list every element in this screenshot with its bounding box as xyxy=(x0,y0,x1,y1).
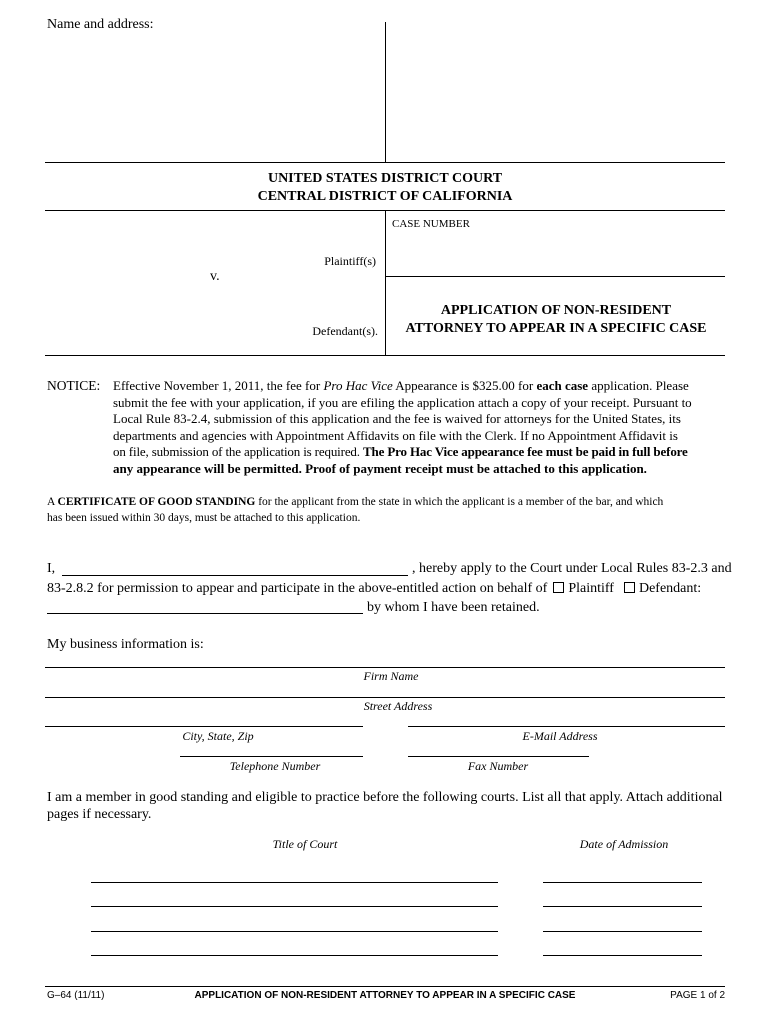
client-name-field[interactable] xyxy=(47,613,363,614)
notice-label: NOTICE: xyxy=(47,378,101,393)
court-title-field[interactable] xyxy=(91,931,498,932)
fax-caption: Fax Number xyxy=(467,759,529,773)
plaintiff-option-label: Plaintiff xyxy=(568,581,614,596)
firm-name-caption: Firm Name xyxy=(363,669,419,683)
footer-rule xyxy=(45,986,725,987)
admission-date-field[interactable] xyxy=(543,882,702,883)
city-state-zip-field[interactable] xyxy=(45,726,363,727)
page-number: PAGE 1 of 2 xyxy=(670,990,725,1001)
apply-line1-text: , hereby apply to the Court under Local Rules 83-2.3 and xyxy=(412,561,732,576)
street-address-caption: Street Address xyxy=(363,699,433,713)
court-title-field[interactable] xyxy=(91,955,498,956)
header-rule-top xyxy=(45,162,725,163)
plaintiff-checkbox[interactable] xyxy=(553,582,564,593)
case-number-rule xyxy=(385,276,725,277)
admission-date-field[interactable] xyxy=(543,955,702,956)
applicant-name-field[interactable] xyxy=(62,575,408,576)
defendant-option-label: Defendant: xyxy=(638,581,702,596)
retained-text: by whom I have been retained. xyxy=(367,600,540,615)
footer-title: APPLICATION OF NON-RESIDENT ATTORNEY TO APPEAR IN A SPECIFIC CASE xyxy=(194,990,576,1001)
court-title-field[interactable] xyxy=(91,906,498,907)
date-of-admission-header: Date of Admission xyxy=(579,837,669,851)
header-divider-vertical xyxy=(385,22,386,162)
court-name-line1: UNITED STATES DISTRICT COURT xyxy=(267,171,503,186)
case-number-label: CASE NUMBER xyxy=(392,218,470,230)
versus-label: v. xyxy=(210,269,220,284)
courts-intro-text: I am a member in good standing and eligible to practice before the following courts. List all that apply. Attach additional pages if necessary. xyxy=(47,790,723,822)
admission-date-field[interactable] xyxy=(543,906,702,907)
defendant-checkbox[interactable] xyxy=(624,582,635,593)
case-number-field[interactable] xyxy=(395,232,720,272)
notice-text: Effective November 1, 2011, the fee for Pro Hac Vice Appearance is $325.00 for each case application. Please submit the fee with your application, if you are efiling the application attach a copy of your receipt. Pursuant to Local Rule 83-2.4, submission of this application and the fee is waived for attorneys for the United States, its departments and agencies with Appointment Affidavits on file with the Clerk. If no Appointment Affidavit is on file, submission of the application is required. The Pro Hac Vice appearance fee must be paid in full before any appearance will be permitted. Proof of payment receipt must be attached to this application. xyxy=(113,378,692,476)
apply-line2: 83-2.8.2 for permission to appear and participate in the above-entitled action on behalf of Plaintiff Defendant: xyxy=(47,581,702,596)
header-rule-bottom xyxy=(45,355,725,356)
telephone-field[interactable] xyxy=(180,756,363,757)
application-title-line1: APPLICATION OF NON-RESIDENT xyxy=(440,303,672,318)
court-name-line2: CENTRAL DISTRICT OF CALIFORNIA xyxy=(257,189,513,204)
form-id: G–64 (11/11) xyxy=(47,990,105,1001)
firm-name-field[interactable] xyxy=(45,667,725,668)
telephone-caption: Telephone Number xyxy=(229,759,321,773)
certificate-text: A CERTIFICATE OF GOOD STANDING for the applicant from the state in which the applicant is a member of the bar, and which has been issued within 30 days, must be attached to this application. xyxy=(47,496,664,524)
title-of-court-header: Title of Court xyxy=(272,837,338,851)
admission-date-field[interactable] xyxy=(543,931,702,932)
court-title-field[interactable] xyxy=(91,882,498,883)
email-caption: E-Mail Address xyxy=(522,729,598,743)
plaintiff-label: Plaintiff(s) xyxy=(324,254,376,268)
applicant-i-label: I, xyxy=(47,561,56,576)
application-title-line2: ATTORNEY TO APPEAR IN A SPECIFIC CASE xyxy=(405,321,707,336)
email-field[interactable] xyxy=(408,726,725,727)
defendant-label: Defendant(s). xyxy=(312,324,378,338)
business-info-label: My business information is: xyxy=(47,637,204,652)
street-address-field[interactable] xyxy=(45,697,725,698)
name-address-label: Name and address: xyxy=(47,17,154,32)
fax-field[interactable] xyxy=(408,756,589,757)
city-state-zip-caption: City, State, Zip xyxy=(182,729,254,743)
